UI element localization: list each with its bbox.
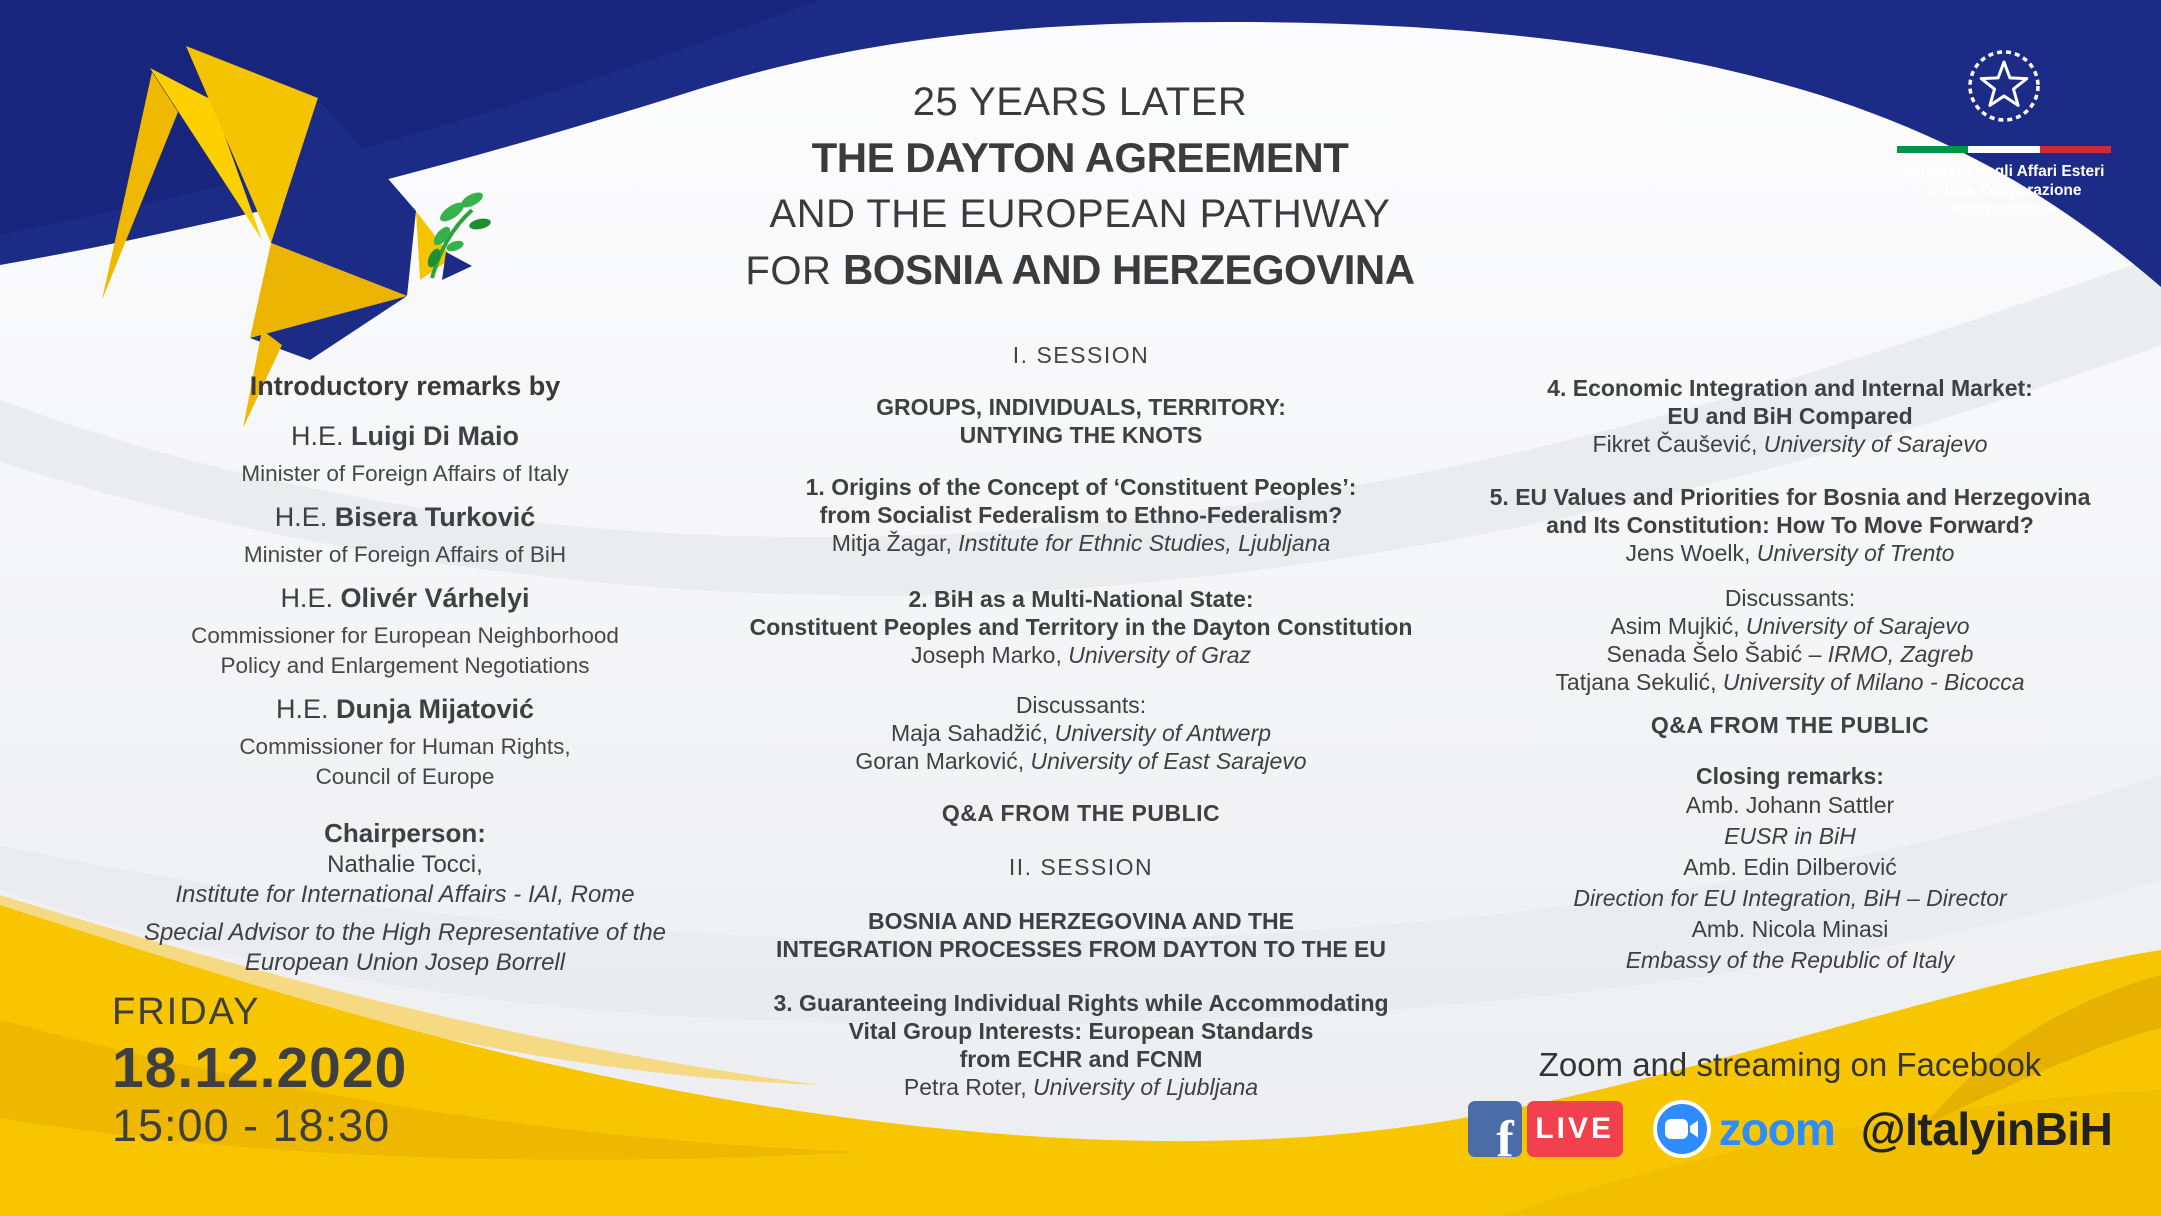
chairperson-name: Nathalie Tocci, (327, 851, 483, 878)
session-1-qa: Q&A FROM THE PUBLIC (941, 800, 1221, 826)
event-datetime (112, 986, 407, 1154)
closing-remarks-heading: Closing remarks: (1696, 763, 1884, 789)
talk-1-speaker: Mitja Žagar, Institute for Ethnic Studies, Ljubljana (831, 530, 1331, 556)
ministry-name-line1: Ministero degli Affari Esteri (1903, 163, 2105, 180)
streaming-info: Zoom and streaming on Facebook (1538, 1046, 2042, 1083)
title-line1: 25 YEARS LATER (912, 80, 1248, 124)
discussant: Senada Šelo Šabić – IRMO, Zagreb (1606, 641, 1974, 667)
talk-4-speaker: Fikret Čaušević, University of Sarajevo (1592, 431, 1988, 457)
talk-1: 1. Origins of the Concept of ‘Constituent Peoples’: from Socialist Federalism to Ethno-Federalism? Mitja Žagar, Institute for Ethnic Studies, Ljubljana (728, 473, 1434, 557)
talk-2: 2. BiH as a Multi-National State: Constituent Peoples and Territory in the Dayton Constitution Joseph Marko, University of Graz (728, 585, 1434, 669)
italy-emblem-icon (1949, 38, 2059, 134)
speaker-role: Minister of Foreign Affairs of BiH (243, 542, 567, 567)
introductory-remarks-section (55, 368, 755, 978)
intro-heading: Introductory remarks by (249, 371, 561, 401)
event-time: 15:00 - 18:30 (112, 1100, 391, 1151)
talk-5-speaker: Jens Woelk, University of Trento (1625, 540, 1955, 566)
speaker-block: H.E. Luigi Di Maio Minister of Foreign Affairs of Italy (55, 418, 755, 489)
session-2-label: II. SESSION (1008, 854, 1154, 880)
event-day: FRIDAY (112, 991, 261, 1033)
discussant: Tatjana Sekulić, University of Milano - Bicocca (1555, 669, 2025, 695)
speaker-block: H.E. Bisera Turković Minister of Foreign Affairs of BiH (55, 499, 755, 570)
session-2-right-section (1440, 374, 2140, 976)
speaker-name: Dunja Mijatović (335, 694, 535, 724)
speaker-block: H.E. Dunja Mijatović Commissioner for Human Rights, Council of Europe (55, 691, 755, 792)
closing-affiliation: EUSR in BiH (1724, 823, 1856, 849)
session-1-title: GROUPS, INDIVIDUALS, TERRITORY: UNTYING THE KNOTS (876, 394, 1286, 448)
closing-speaker: Amb. Nicola Minasi (1691, 916, 1889, 942)
ministry-logo (1885, 38, 2123, 219)
speaker-name: Luigi Di Maio (351, 421, 519, 451)
chairperson-heading: Chairperson: (324, 818, 486, 848)
talk-4: 4. Economic Integration and Internal Market: EU and BiH Compared Fikret Čaušević, University of Sarajevo (1440, 374, 2140, 458)
discussant: Asim Mujkić, University of Sarajevo (1610, 613, 1970, 639)
zoom-icon[interactable] (1653, 1100, 1711, 1158)
event-title (715, 74, 1445, 299)
speaker-name: Bisera Turković (334, 502, 536, 532)
talk-3: 3. Guaranteeing Individual Rights while Accommodating Vital Group Interests: European Standards from ECHR and FCNM Petra Roter, University of Ljubljana (728, 989, 1434, 1101)
facebook-handle[interactable]: @ItalyinBiH (1860, 1103, 2113, 1155)
title-line3: AND THE EUROPEAN PATHWAY (769, 192, 1391, 236)
session-2-title: BOSNIA AND HERZEGOVINA AND THE INTEGRATION PROCESSES FROM DAYTON TO THE EU (776, 908, 1386, 962)
speaker-role: Minister of Foreign Affairs of Italy (241, 461, 569, 486)
ministry-name-line2: e della Cooperazione Internazionale (1926, 182, 2082, 218)
title-line2: THE DAYTON AGREEMENT (811, 134, 1349, 181)
speaker-role: Commissioner for Human Rights, (239, 734, 571, 759)
talk-2-speaker: Joseph Marko, University of Graz (910, 642, 1251, 668)
speaker-role: Commissioner for European Neighborhood (191, 623, 619, 648)
session-1-section (728, 341, 1434, 1101)
facebook-icon[interactable]: f (1468, 1101, 1522, 1157)
closing-speaker: Amb. Edin Dilberović (1683, 854, 1897, 880)
closing-remarks-list (1440, 790, 2140, 976)
talk-3-speaker: Petra Roter, University of Ljubljana (903, 1074, 1259, 1100)
speaker-role: Policy and Enlargement Negotiations (220, 653, 590, 678)
discussant: Maja Sahadžić, University of Antwerp (890, 720, 1272, 746)
chairperson-note: Special Advisor to the High Representative of the (143, 919, 667, 946)
chairperson-note: European Union Josep Borrell (244, 949, 566, 976)
closing-affiliation: Direction for EU Integration, BiH – Director (1573, 885, 2007, 911)
speaker-role: Council of Europe (315, 764, 495, 789)
speaker-name: Olivér Várhelyi (340, 583, 530, 613)
session-2-qa: Q&A FROM THE PUBLIC (1650, 712, 1930, 738)
session-1-discussants: Discussants: Maja Sahadžić, University of Antwerp Goran Marković, University of East Sarajevo (728, 691, 1434, 775)
session-2-discussants: Discussants: Asim Mujkić, University of Sarajevo Senada Šelo Šabić – IRMO, Zagreb Tatjana Sekulić, University of Milano - Bicocca (1440, 584, 2140, 696)
chairperson-affiliation: Institute for International Affairs - IAI, Rome (175, 881, 635, 908)
title-line4: FOR BOSNIA AND HERZEGOVINA (745, 246, 1415, 293)
closing-speaker: Amb. Johann Sattler (1685, 792, 1895, 818)
tricolor-flag (1897, 146, 2111, 153)
speaker-block: H.E. Olivér Várhelyi Commissioner for European Neighborhood Policy and Enlargement Negotiations (55, 580, 755, 681)
social-links-row (1440, 1098, 2140, 1160)
live-badge[interactable]: LIVE (1527, 1101, 1623, 1157)
discussant: Goran Marković, University of East Sarajevo (855, 748, 1307, 774)
event-date: 18.12.2020 (112, 1036, 408, 1100)
video-camera-icon (1665, 1118, 1699, 1140)
closing-affiliation: Embassy of the Republic of Italy (1625, 947, 1955, 973)
talk-5: 5. EU Values and Priorities for Bosnia and Herzegovina and Its Constitution: How To Move Forward? Jens Woelk, University of Trento (1440, 483, 2140, 567)
zoom-wordmark[interactable]: zoom (1718, 1103, 1835, 1155)
session-1-label: I. SESSION (1012, 342, 1150, 368)
